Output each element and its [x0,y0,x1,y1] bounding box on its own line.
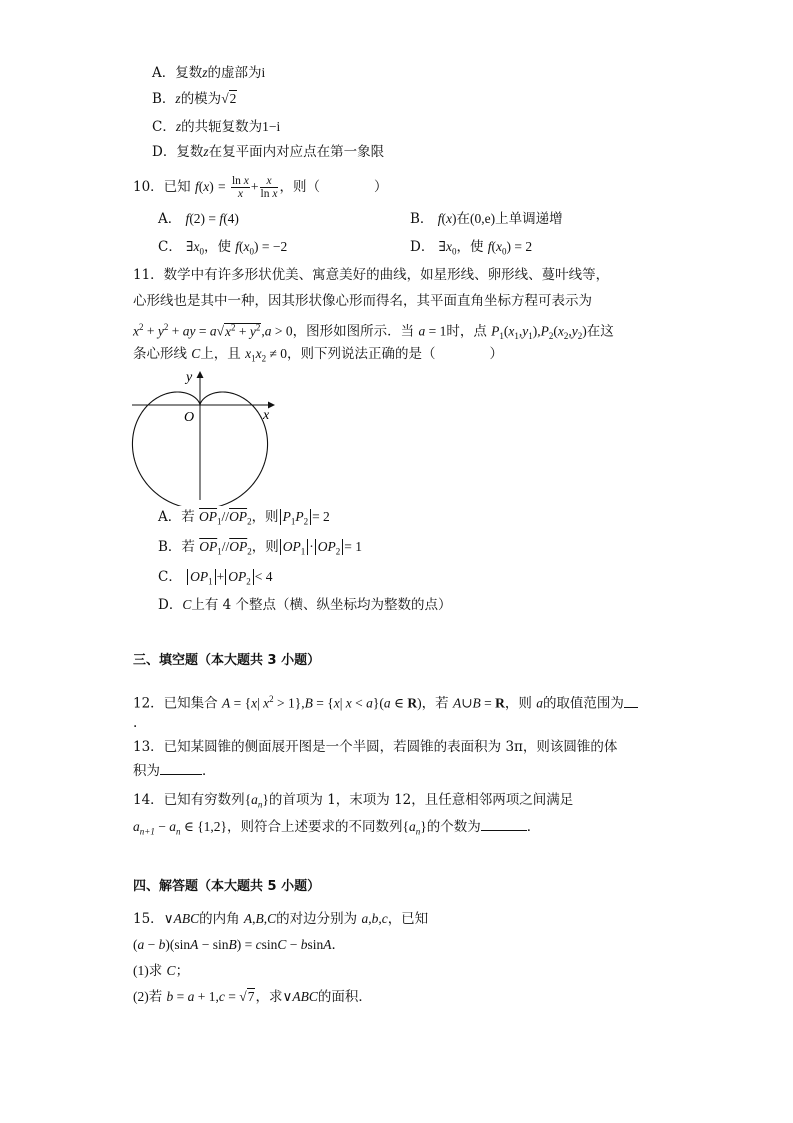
q10-option-c: C． $\exists x_0$，使 $f(x_0) = -2$ [158,239,288,257]
fraction: $\frac{\text{ln x}}{x}$ [231,175,249,200]
y-axis-label: y [186,370,193,385]
x-axis-label: x [263,408,270,423]
q9-option-a-text: A．复数z的虚部为i [152,65,266,81]
q15-line-2: (a − b)(sinA − sinB) = csinC − bsinA． [133,937,346,953]
q11-option-c: C． $OP_1 + OP_2 < 4$ [158,569,273,587]
q13-line-2: 积为 ． [133,763,216,779]
q11-line-2: 心形线也是其中一种，因其形状像心形而得名，其平面直角坐标方程可表示为 [133,293,592,309]
q14-line-2: $a_{n+1} - a_n$ ∈ {1,2}，则符合上述要求的不同数列$\{a_n\}$的个数为 ． [133,819,541,837]
q9-option-d: D．复数z在复平面内对应点在第一象限 [152,144,385,160]
fraction: $\frac{x}{\text{ln x}}$ [260,175,278,200]
origin-label: O [184,410,195,425]
section-3-title: 三、填空题（本大题共 3 小题） [133,653,321,668]
q12-line-2: . [133,715,138,731]
cardioid-figure [128,366,288,506]
q11-option-b: B．若 $\overline{OP}_1//\overline{OP}_2$，则 $OP_1 \cdot OP_2 = 1$ [158,539,362,557]
q9-option-a [152,64,265,82]
q13-line-2-text: 积为 [133,763,160,779]
q9-option-b: B．z的模为√2 [152,91,237,107]
q10-option-a: A． f(2) = f(4) [158,211,239,227]
q13-line-1: 13．已知某圆锥的侧面展开图是一个半圆，若圆锥的表面积为 3π，则该圆锥的体 [133,739,618,755]
q10-option-b: B． f(x)在(0,e)上单调递增 [410,211,563,227]
q11-line-3: $x^2 + y^2$ + ay = $a√x^2 + y^2,a > 0$，图形如图所示．当 a = 1时，点 $P_1(x_1,y_1),P_2(x_2,y_2)$在这 [133,322,614,342]
q14-line-1: 14．已知有穷数列$\{a_n\}$的首项为 1，末项为 12，且任意相邻两项之间满足 [133,792,574,810]
q11-option-d: D．C上有 4 个整点（横、纵坐标均为整数的点） [158,597,452,613]
q11-line-4: 条心形线 C上，且 $x_1x_2 \ne 0$，则下列说法正确的是（ ） [133,346,504,364]
q9-option-c: C．z的共轭复数为1−i [152,119,281,135]
q13-answer-blank[interactable] [160,762,202,775]
q12-line-1: 12．已知集合 A = {x| $x^2 > 1\},B = \{x|$ x < a}(a ∈ R)，若 A∪B = R，则 a的取值范围为 [133,688,638,715]
q11-option-a: A．若 $\overline{OP}_1//\overline{OP}_2$，则 $P_1P_2 = 2$ [158,509,330,527]
q10-option-d: D． $\exists x_0$，使 $f(x_0) = 2$ [410,239,533,257]
q12-answer-blank[interactable] [624,695,638,708]
q10-stem: 10．已知 f(x) = $\frac{\text{ln x}}{x}$ + $\frac{x}{\text{ln x}}$ ，则（ ） [133,175,388,200]
q14-answer-blank[interactable] [481,818,527,831]
q15-part-1: (1)求 C； [133,963,190,979]
q15-line-1: 15．∨ABC的内角 A,B,C的对边分别为 a,b,c，已知 [133,911,429,927]
y-axis-arrow [197,371,204,378]
q11-line-1: 11．数学中有许多形状优美、寓意美好的曲线，如星形线、卵形线、蔓叶线等， [133,267,610,283]
section-4-title: 四、解答题（本大题共 5 小题） [133,879,321,894]
q15-part-2: (2)若 b = a + 1,c = √7，求∨ABC的面积． [133,989,372,1005]
